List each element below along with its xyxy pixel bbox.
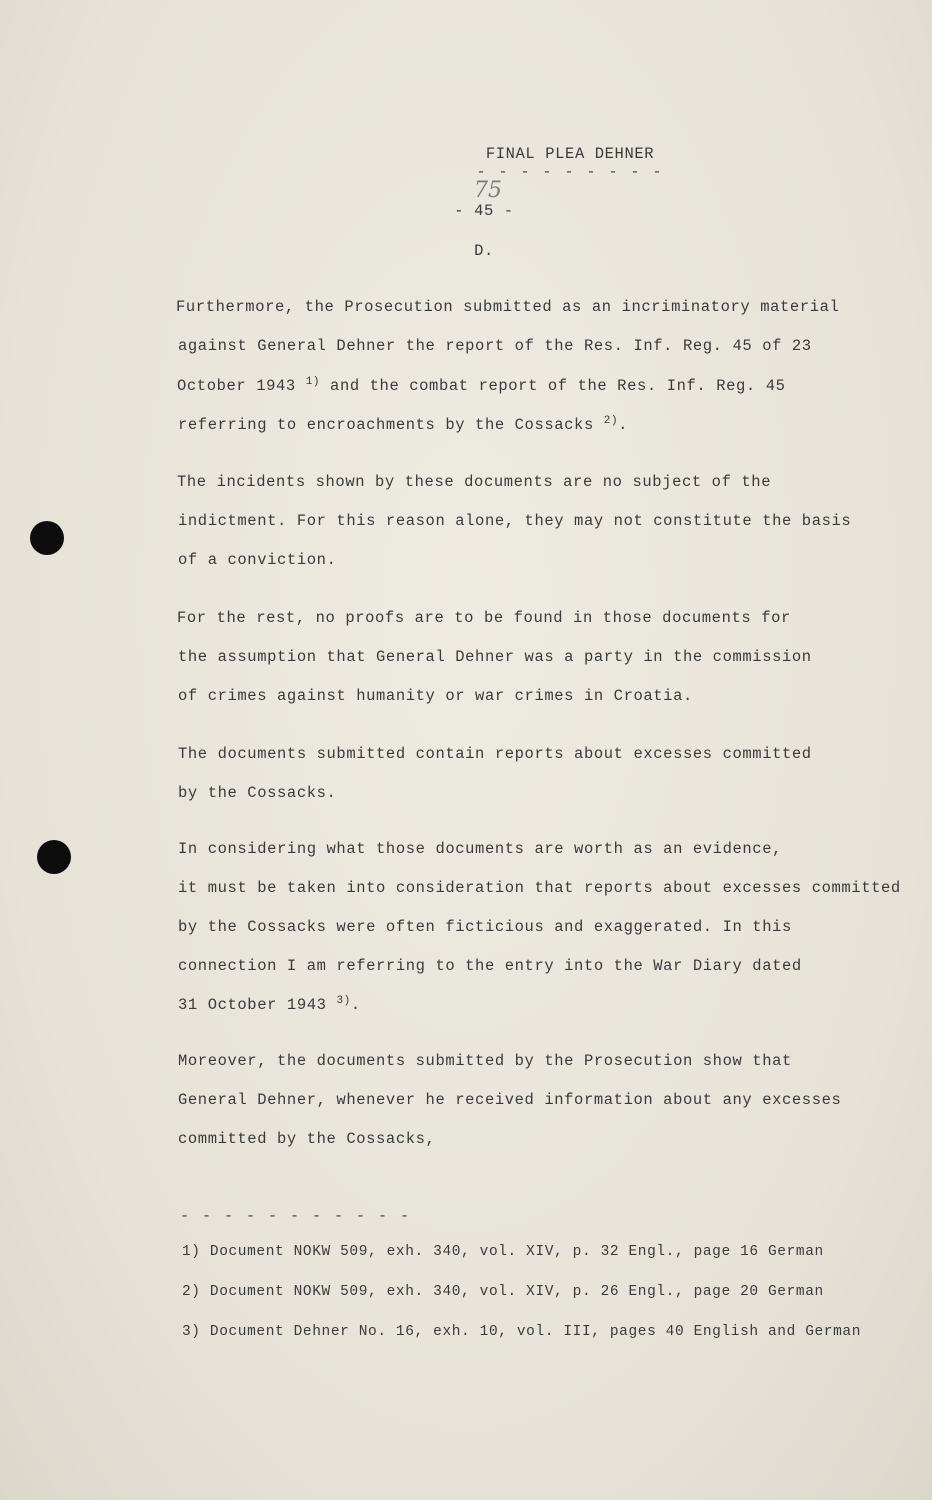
footnote-separator: - - - - - - - - - - -	[180, 1208, 412, 1225]
footnote-1: 1) Document NOKW 509, exh. 340, vol. XIV, p. 32 Engl., page 16 German	[182, 1244, 824, 1260]
punch-hole-top	[30, 521, 64, 555]
paragraph-5-line-4: connection I am referring to the entry into the War Diary dated	[178, 957, 802, 975]
page-number: - 45 -	[454, 202, 514, 220]
paragraph-3-line-3: of crimes against humanity or war crimes in Croatia.	[178, 687, 693, 705]
punch-hole-bottom	[37, 840, 71, 874]
paragraph-5-line-2: it must be taken into consideration that reports about excesses committed	[178, 879, 901, 897]
paragraph-2-line-3: of a conviction.	[178, 551, 337, 569]
paragraph-5-line-5: 31 October 1943 $^{3)}$.	[178, 995, 361, 1014]
paragraph-2-line-1: The incidents shown by these documents are no subject of the	[177, 473, 772, 491]
paragraph-4-line-2: by the Cossacks.	[178, 784, 337, 802]
paragraph-3-line-1: For the rest, no proofs are to be found in those documents for	[177, 609, 791, 627]
paragraph-6-line-2: General Dehner, whenever he received information about any excesses	[178, 1091, 842, 1109]
footnote-3: 3) Document Dehner No. 16, exh. 10, vol. III, pages 40 English and German	[182, 1324, 862, 1340]
handwritten-page-number: 75	[474, 178, 502, 203]
paragraph-1-line-3: October 1943 $^{1)}$ and the combat report of the Res. Inf. Reg. 45	[177, 376, 786, 395]
paragraph-4-line-1: The documents submitted contain reports about excesses committed	[178, 745, 812, 763]
footnote-ref-1: 1)	[305, 376, 321, 388]
paragraph-1-line-4: referring to encroachments by the Cossacks $^{2)}$.	[178, 415, 629, 434]
paragraph-6-line-3: committed by the Cossacks,	[178, 1130, 436, 1148]
paragraph-5-line-3: by the Cossacks were often ficticious and exaggerated. In this	[178, 918, 792, 936]
paragraph-6-line-1: Moreover, the documents submitted by the Prosecution show that	[178, 1052, 792, 1070]
footnote-ref-2: 2)	[603, 415, 619, 427]
paragraph-1-line-2: against General Dehner the report of the Res. Inf. Reg. 45 of 23	[178, 337, 812, 355]
document-title: FINAL PLEA DEHNER	[485, 145, 655, 163]
paragraph-3-line-2: the assumption that General Dehner was a party in the commission	[178, 648, 812, 666]
footnote-ref-3: 3)	[336, 995, 351, 1007]
paragraph-1-line-1: Furthermore, the Prosecution submitted as an incriminatory material	[176, 298, 840, 316]
section-letter: D.	[474, 242, 494, 260]
paragraph-2-line-2: indictment. For this reason alone, they may not constitute the basis	[178, 512, 852, 530]
paragraph-5-line-1: In considering what those documents are worth as an evidence,	[178, 840, 782, 858]
title-underline: - - - - - - - - -	[476, 164, 664, 181]
footnote-2: 2) Document NOKW 509, exh. 340, vol. XIV, p. 26 Engl., page 20 German	[182, 1284, 824, 1300]
